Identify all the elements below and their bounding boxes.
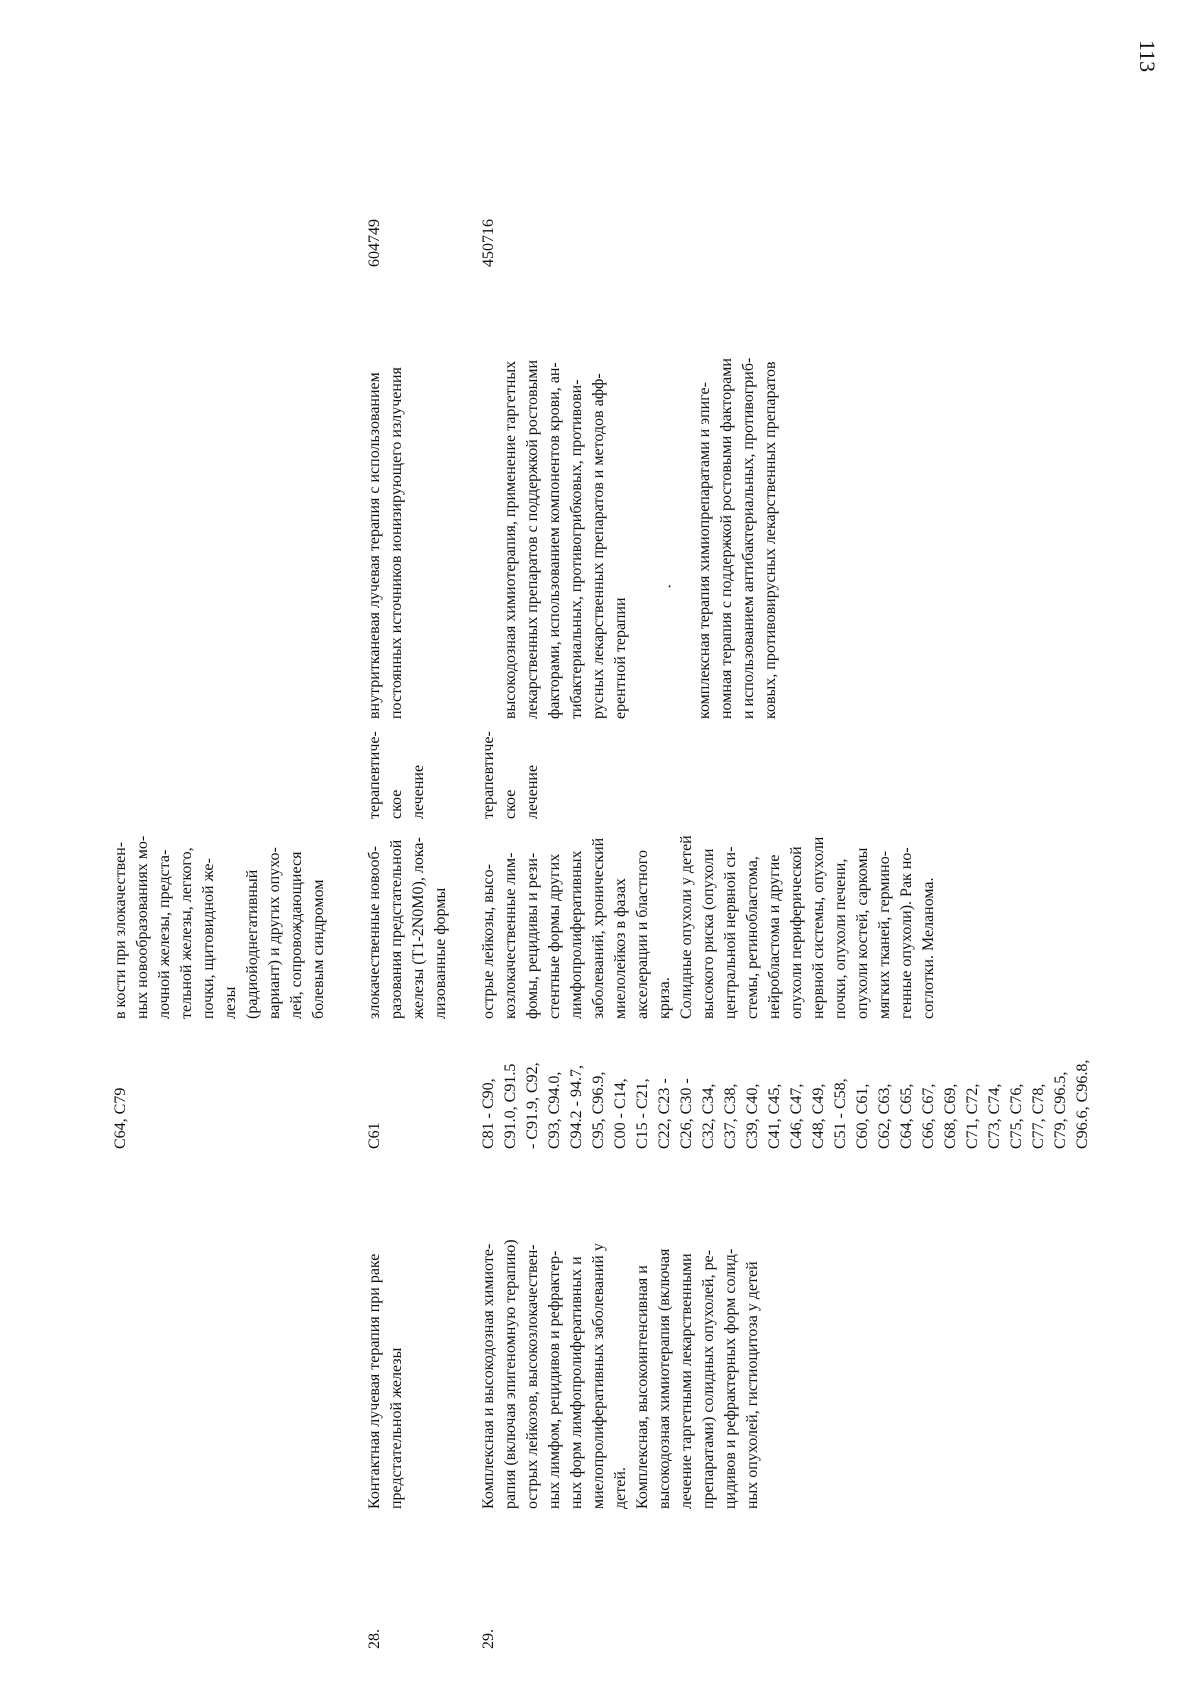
- treatment-method: внутритканевая лучевая терапия с использованием постоянных источников ионизирующего излучения: [366, 367, 405, 719]
- treatment-method-a: высокодозная химиотерапия, применение таргетных лекарственных препаратов с поддержкой ростовыми факторами, использованием компонентов крови, ан- тибактериальных, противогрибковых, противови- русных лекарственных препаратов и методов афф- ерентной терапии: [502, 359, 629, 719]
- treatment-method: [478, 297, 804, 727]
- table-row: [110, 57, 350, 1657]
- treatment-name: Контактная лучевая терапия при раке предстательной железы: [366, 1253, 405, 1509]
- dot-mark: ·: [662, 583, 679, 589]
- icd-codes: C81 - C90, C91.0, C91.5 - C91.9, C92, C93, C94.0, C94.2 - 94.7, C95, C96.9, C00 - C14, C15 - C21, C22, C23 - C26, C30 - C32, C34, C37, C38, C39, C40, C41, C45, C46, C47, C48, C49, C51 - C58, C60, C61, C62, C63, C64, C65, C66, C67, C68, C69, C71, C72, C73, C74, C75, C76, C77, C78, C79, C96.5, C96.6, C96.8,: [480, 1059, 1091, 1149]
- patient-model: в кости при злокачествен- ных новообразованиях мо- лочной железы, предста- тельной железы, легкого, почки, щитовидной же- лезы (радиойоднегативный вариант) и других опухо- лей, сопровождающиеся болевым синдромом: [112, 835, 327, 1019]
- treatment-type: терапевтиче- ское лечение: [480, 731, 541, 819]
- table-row: [478, 57, 1094, 1657]
- standard-cost: 450716: [480, 219, 497, 267]
- table: [110, 57, 1094, 1657]
- icd-codes: C61: [366, 1122, 383, 1149]
- row-number: 29.: [480, 1629, 497, 1649]
- row-number: 28.: [366, 1629, 383, 1649]
- patient-model: острые лейкозы, высо- козлокачественные лим- фомы, рецидивы и рези- стентные формы других лимфопролиферативных заболеваний, хронический миелолейкоз в фазах акселерации и бластного криза. Солидные опухоли у детей высокого риска (опухоли центральной нервной си- стемы, ретинобластома, нейробластома и другие опухоли периферической нервной системы, опухоли почки, опухоли печени, опухоли костей, саркомы мягких тканей, гермино- генные опухоли). Рак но- соглотки. Меланома.: [480, 835, 937, 1019]
- treatment-name: Комплексная и высокодозная химиоте- рапия (включая эпигеномную терапию) острых лейкозов, высокозлокачествен- ных лимфом, рецидивов и рефрактер- ных форм лимфопролиферативных и миелопролиферативных заболеваний у детей. Комплексная, высокоинтенсивная и высокодозная химиотерапия (включая лечение таргетными лекарственными препаратами) солидных опухолей, ре- цидивов и рефрактерных форм солид- ных опухолей, гистиоцитоза у детей: [480, 1239, 761, 1509]
- treatment-method-b: комплексная терапия химиопрепаратами и эпиге- номная терапия с поддержкой ростовыми факторами и использованием антибактериальных, противогриб- ковых, противовирусных лекарственных препаратов: [696, 357, 779, 719]
- icd-codes: C64, C79: [112, 1087, 129, 1149]
- treatment-type: терапевтиче- ское лечение: [366, 731, 427, 819]
- table-row: [364, 57, 464, 1657]
- standard-cost: 604749: [366, 219, 383, 267]
- page-number: 113: [1135, 40, 1160, 73]
- patient-model: злокачественные новооб- разования предстательной железы (T1-2N0M0), лока- лизованные формы: [366, 837, 449, 1019]
